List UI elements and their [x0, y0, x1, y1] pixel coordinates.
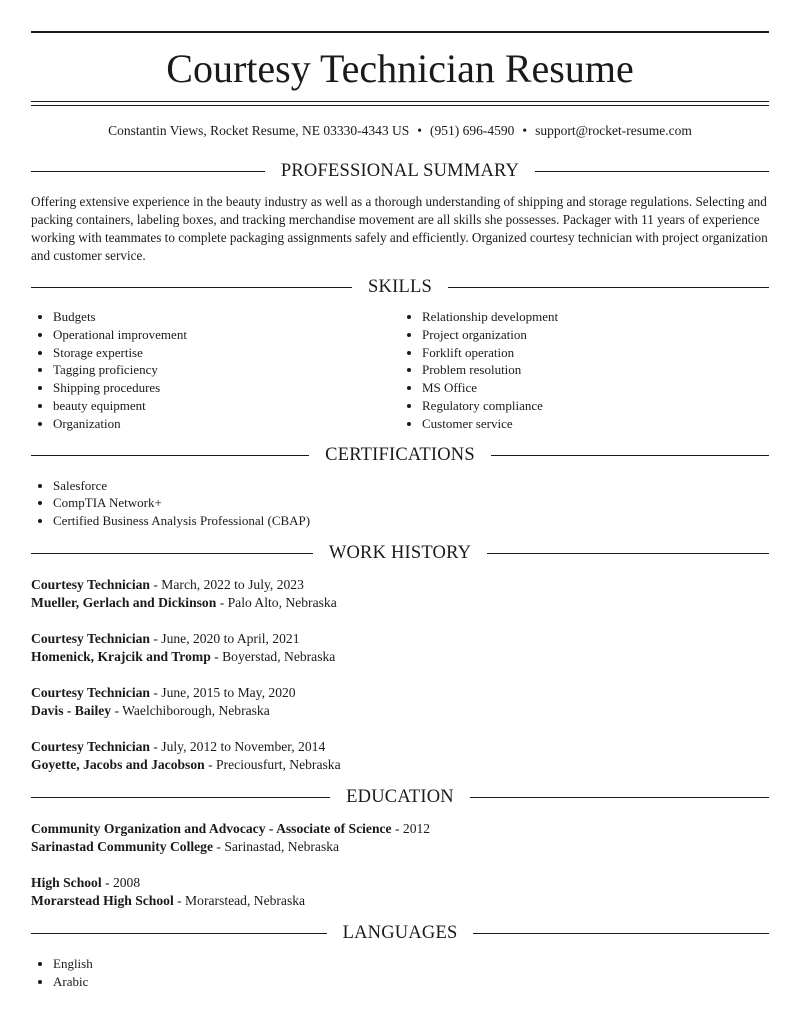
list-item: • beauty equipment [53, 397, 400, 415]
section-header-summary [31, 161, 769, 182]
list-item: • Organization [53, 415, 400, 433]
list-item: • Relationship development [422, 308, 769, 326]
education-entry [31, 820, 769, 857]
contact-address: Constantin Views, Rocket Resume, NE 03330-4343 US [108, 123, 410, 138]
list-item: • Project organization [422, 326, 769, 344]
languages-list [31, 955, 769, 991]
summary-text: Offering extensive experience in the beauty industry as well as a thorough understanding of shipping and storage regulations. Selecting and packing containers, labeling boxes, and tracking merchandise movement are all skills she possesses. Packager with 11 years of experience working with teammates to complete packaging assignments safely and efficiently. Organized courtesy technician with project organization and customer service. [31, 194, 768, 263]
contact-line [31, 123, 769, 139]
job-entry [31, 738, 769, 775]
job-company: Mueller, Gerlach and Dickinson [31, 595, 217, 611]
job-company: Davis - Bailey [31, 703, 112, 719]
job-entry [31, 684, 769, 721]
education-list [31, 820, 769, 911]
job-location: - Preciousfurt, Nebraska [204, 757, 341, 773]
title-double-rule [31, 101, 769, 106]
list-item: • Storage expertise [53, 344, 400, 362]
education-degree: High School [31, 874, 102, 890]
list-item: • Certified Business Analysis Professional (CBAP) [53, 512, 769, 530]
job-location: - Boyerstad, Nebraska [210, 649, 336, 665]
section-header-languages [31, 923, 769, 944]
education-degree: Community Organization and Advocacy - Associate of Science [31, 820, 392, 836]
list-item: • Shipping procedures [53, 379, 400, 397]
certifications-list [31, 477, 769, 530]
job-location: - Waelchiborough, Nebraska [111, 703, 270, 719]
job-dates: - March, 2022 to July, 2023 [149, 576, 304, 592]
resume-page [31, 0, 769, 991]
skills-list-left [31, 308, 400, 433]
section-title: LANGUAGES [342, 922, 458, 943]
section-title: EDUCATION [346, 786, 454, 807]
contact-email: support@rocket-resume.com [535, 123, 692, 138]
education-location: - Morarstead, Nebraska [173, 893, 306, 909]
contact-phone: (951) 696-4590 [430, 123, 515, 138]
education-entry [31, 874, 769, 911]
section-title: SKILLS [368, 277, 432, 297]
section-title: CERTIFICATIONS [325, 444, 475, 465]
list-item: • Budgets [53, 308, 400, 326]
list-item: • CompTIA Network+ [53, 494, 769, 512]
job-title: Courtesy Technician [31, 630, 150, 646]
contact-separator: • [417, 123, 423, 138]
list-item: • Arabic [53, 973, 769, 991]
job-entry [31, 576, 769, 613]
education-school: Morarstead High School [31, 893, 174, 909]
section-title: PROFESSIONAL SUMMARY [280, 161, 520, 181]
job-entry [31, 630, 769, 667]
education-year: - 2008 [101, 874, 141, 890]
section-header-certifications [31, 445, 769, 466]
list-item: • Customer service [422, 415, 769, 433]
education-school: Sarinastad Community College [31, 839, 214, 855]
section-header-work [31, 543, 769, 564]
list-item: • Regulatory compliance [422, 397, 769, 415]
list-item: • Salesforce [53, 477, 769, 495]
section-title: WORK HISTORY [328, 542, 472, 563]
list-item: • Forklift operation [422, 344, 769, 362]
skills-columns [31, 308, 769, 433]
job-title: Courtesy Technician [31, 684, 150, 700]
list-item: • English [53, 955, 769, 973]
list-item: • MS Office [422, 379, 769, 397]
list-item: • Operational improvement [53, 326, 400, 344]
job-location: - Palo Alto, Nebraska [216, 595, 337, 611]
work-history-list [31, 576, 769, 775]
skills-list-right [400, 308, 769, 433]
contact-separator: • [522, 123, 528, 138]
job-company: Goyette, Jacobs and Jacobson [31, 757, 205, 773]
list-item: • Tagging proficiency [53, 361, 400, 379]
education-year: - 2012 [391, 820, 431, 836]
education-location: - Sarinastad, Nebraska [213, 839, 340, 855]
job-title: Courtesy Technician [31, 576, 150, 592]
job-dates: - June, 2015 to May, 2020 [149, 684, 296, 700]
section-header-skills [31, 277, 769, 298]
page-title: Courtesy Technician Resume [166, 46, 634, 91]
section-header-education [31, 787, 769, 808]
job-dates: - July, 2012 to November, 2014 [149, 738, 326, 754]
job-title: Courtesy Technician [31, 738, 150, 754]
list-item: • Problem resolution [422, 361, 769, 379]
job-company: Homenick, Krajcik and Tromp [31, 649, 211, 665]
job-dates: - June, 2020 to April, 2021 [149, 630, 300, 646]
